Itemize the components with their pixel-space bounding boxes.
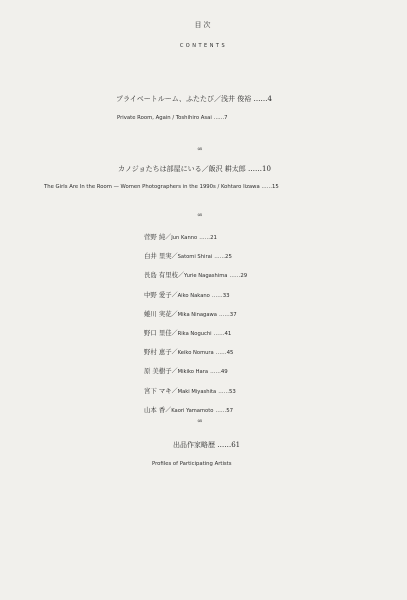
artist-name-en: Keiko Nomura [177,350,214,357]
artist-page-number: ……45 [215,350,234,357]
artist-name-jp: 中野 愛子 [144,290,172,299]
slash-separator: ／ [171,349,178,357]
artist-page-number: ……21 [199,235,217,241]
slash-separator: ／ [171,387,178,395]
artist-page-number: ……37 [219,311,237,318]
artist-name-en: Kaori Yamamoto [171,407,214,414]
slash-separator: ／ [171,330,178,337]
artist-toc-entry [144,347,233,356]
artist-name-en: Rika Noguchi [177,331,212,337]
slash-separator: ／ [171,291,178,299]
artist-name-en: Mikiko Hara [177,369,209,376]
artist-page-number: ……29 [229,273,248,280]
section-divider: ∞ [197,211,203,219]
artist-name-en: Aiko Nakano [177,292,210,299]
slash-separator: ／ [171,253,178,261]
artist-name-en: Maki Miyashita [177,388,217,395]
artist-toc-entry [144,366,228,375]
artist-toc-entry [144,290,230,299]
page-subtitle: CONTENTS [179,43,228,49]
artist-name-jp: 野口 里佳 [144,329,172,337]
toc-entry-essay-asai-jp: プライベートルーム、ふたたび／浅井 俊裕 ……4 [116,95,272,103]
artist-name-jp: 蜷川 実花 [144,309,172,318]
artist-name-jp: 山本 香 [144,405,166,414]
artist-name-en: Satomi Shirai [177,254,213,261]
artist-toc-entry [144,328,231,337]
artist-page-number: ……25 [214,254,232,261]
toc-entry-essay-iizawa-jp: カノジョたちは部屋にいる／飯沢 耕太郎 ……10 [118,165,271,173]
artist-name-jp: 野村 恵子 [144,348,172,357]
artist-page-number: ……57 [215,407,234,414]
slash-separator: ／ [171,310,178,318]
artist-name-jp: 長島 有里枝 [144,271,178,280]
toc-entry-essay-asai-en: Private Room, Again / Toshihiro Asai ……7 [117,115,228,121]
section-divider: ∞ [197,417,203,425]
artist-toc-entry [144,386,236,395]
artist-name-jp: 菅野 純 [144,233,166,241]
slash-separator: ／ [165,406,172,414]
artist-name-jp: 宮下 マキ [144,386,172,395]
artist-toc-entry [144,251,232,260]
section-divider: ∞ [197,145,203,153]
toc-entry-profiles-jp: 出品作家略歴 ……61 [173,441,241,449]
artist-toc-entry [144,405,233,414]
artist-page-number: ……41 [213,331,232,337]
artist-name-en: Yurie Nagashima [184,273,228,280]
artist-toc-entry [144,232,217,241]
slash-separator: ／ [177,272,184,280]
toc-entry-profiles-en: Profiles of Participating Artists [152,461,232,467]
slash-separator: ／ [165,234,172,241]
slash-separator: ／ [171,368,178,376]
artist-page-number: ……49 [210,369,228,376]
artist-name-en: Jun Kanno [171,235,198,241]
artist-name-en: Mika Ninagawa [177,311,217,318]
artist-toc-entry [144,270,247,279]
page-title: 目次 [194,21,213,29]
artist-toc-entry [144,309,237,318]
artist-page-number: ……33 [211,292,230,299]
artist-name-jp: 白井 里実 [144,252,172,261]
artist-page-number: ……53 [218,388,236,395]
artist-name-jp: 原 美樹子 [144,367,172,376]
toc-entry-essay-iizawa-en: The Girls Are In the Room — Women Photographers in the 1990s / Kohtaro Iizawa ……15 [44,184,279,190]
